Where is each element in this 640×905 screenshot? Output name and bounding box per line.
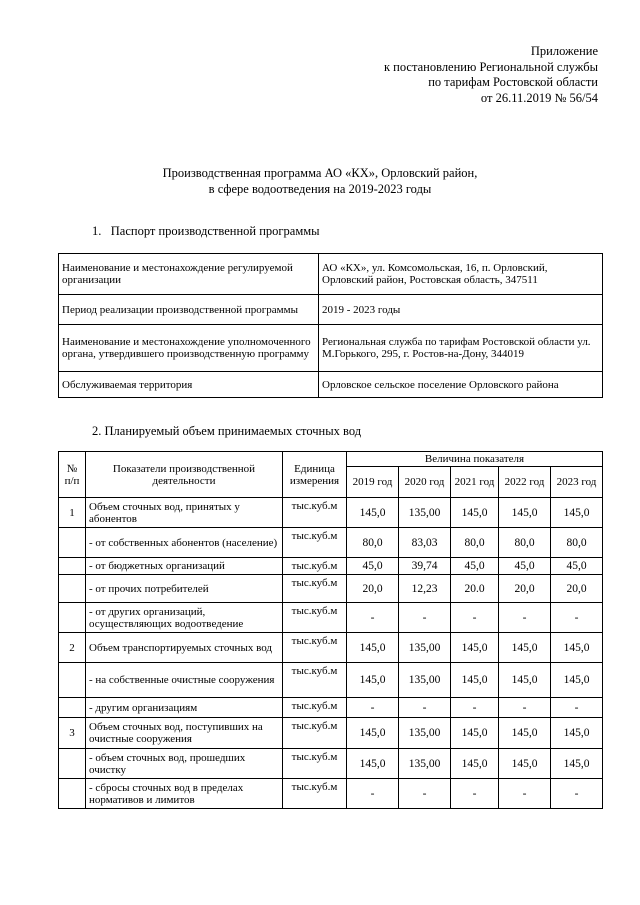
appendix-block [384, 44, 598, 106]
row-value: - [399, 779, 451, 809]
row-indicator: - другим организациям [86, 698, 283, 718]
row-value: 145,0 [347, 718, 399, 749]
row-value: - [451, 779, 499, 809]
row-value: 20.0 [451, 575, 499, 603]
row-unit: тыс.куб.м [283, 575, 347, 603]
row-num [59, 779, 86, 809]
row-indicator: - от бюджетных организаций [86, 558, 283, 575]
passport-label: Наименование и местонахождение регулируемой организации [59, 254, 319, 295]
row-value: 145,0 [499, 633, 551, 663]
row-unit: тыс.куб.м [283, 528, 347, 558]
table-row [59, 528, 603, 558]
row-unit: тыс.куб.м [283, 633, 347, 663]
document-title [0, 165, 640, 197]
row-value: 145,0 [499, 718, 551, 749]
row-value: 145,0 [499, 749, 551, 779]
appendix-line: Приложение [530, 44, 598, 58]
header-year: 2020 год [399, 467, 451, 498]
header-year: 2023 год [551, 467, 603, 498]
section2-heading: 2. Планируемый объем принимаемых сточных вод [92, 424, 362, 438]
passport-value: Региональная служба по тарифам Ростовской области ул. М.Горького, 295, г. Ростов-на-Дону, 344019 [319, 325, 603, 372]
row-num: 1 [59, 498, 86, 528]
passport-value: Орловское сельское поселение Орловского района [319, 372, 603, 398]
title-line: Производственная программа АО «КХ», Орловский район, [162, 166, 478, 180]
volume-table [58, 451, 603, 809]
header-year: 2019 год [347, 467, 399, 498]
title-line: в сфере водоотведения на 2019-2023 годы [208, 182, 432, 196]
row-value: 80,0 [347, 528, 399, 558]
row-value: 145,0 [347, 498, 399, 528]
row-value: 45,0 [451, 558, 499, 575]
table-row [59, 603, 603, 633]
row-value: 80,0 [451, 528, 499, 558]
table-row [59, 718, 603, 749]
table-row [59, 663, 603, 698]
row-value: - [551, 603, 603, 633]
header-indicator: Показатели производственной деятельности [86, 452, 283, 498]
row-indicator: Объем сточных вод, поступивших на очистные сооружения [86, 718, 283, 749]
row-unit: тыс.куб.м [283, 718, 347, 749]
row-value: 12,23 [399, 575, 451, 603]
row-indicator: - от прочих потребителей [86, 575, 283, 603]
row-value: 45,0 [551, 558, 603, 575]
row-indicator: - объем сточных вод, прошедших очистку [86, 749, 283, 779]
row-num [59, 663, 86, 698]
row-num [59, 528, 86, 558]
row-indicator: Объем транспортируемых сточных вод [86, 633, 283, 663]
row-unit: тыс.куб.м [283, 558, 347, 575]
table-row [59, 633, 603, 663]
row-unit: тыс.куб.м [283, 663, 347, 698]
header-unit: Единица измерения [283, 452, 347, 498]
row-value: 145,0 [347, 663, 399, 698]
row-value: 145,0 [499, 498, 551, 528]
row-value: - [399, 603, 451, 633]
row-num [59, 698, 86, 718]
passport-value: 2019 - 2023 годы [319, 295, 603, 325]
appendix-line: к постановлению Региональной службы [383, 59, 598, 74]
row-num [59, 603, 86, 633]
table-row [59, 575, 603, 603]
row-value: 135,00 [399, 633, 451, 663]
table-row [59, 558, 603, 575]
row-indicator: - сбросы сточных вод в пределах нормативов и лимитов [86, 779, 283, 809]
row-value: 45,0 [499, 558, 551, 575]
row-value: 135,00 [399, 749, 451, 779]
row-value: - [347, 779, 399, 809]
row-value: 145,0 [451, 749, 499, 779]
row-unit: тыс.куб.м [283, 779, 347, 809]
row-value: 135,00 [399, 663, 451, 698]
row-value: - [451, 698, 499, 718]
row-value: 145,0 [551, 633, 603, 663]
row-value: - [551, 779, 603, 809]
appendix-line: от 26.11.2019 № 56/54 [480, 90, 598, 105]
row-indicator: - от собственных абонентов (население) [86, 528, 283, 558]
row-value: 45,0 [347, 558, 399, 575]
row-num: 3 [59, 718, 86, 749]
row-indicator: - на собственные очистные сооружения [86, 663, 283, 698]
table-row [59, 749, 603, 779]
row-num [59, 558, 86, 575]
passport-row [59, 372, 603, 398]
row-value: 20,0 [551, 575, 603, 603]
row-value: - [499, 698, 551, 718]
row-unit: тыс.куб.м [283, 498, 347, 528]
row-value: 145,0 [347, 633, 399, 663]
passport-row [59, 295, 603, 325]
row-value: 20,0 [499, 575, 551, 603]
row-value: 80,0 [499, 528, 551, 558]
passport-label: Обслуживаемая территория [59, 372, 319, 398]
row-indicator: Объем сточных вод, принятых у абонентов [86, 498, 283, 528]
row-unit: тыс.куб.м [283, 749, 347, 779]
row-value: 145,0 [347, 749, 399, 779]
passport-row [59, 254, 603, 295]
table-row [59, 698, 603, 718]
header-year: 2022 год [499, 467, 551, 498]
row-num [59, 749, 86, 779]
passport-row [59, 325, 603, 372]
header-value-group: Величина показателя [347, 452, 603, 467]
row-unit: тыс.куб.м [283, 698, 347, 718]
row-value: - [451, 603, 499, 633]
row-value: 145,0 [551, 663, 603, 698]
row-value: 145,0 [451, 718, 499, 749]
passport-value: АО «КХ», ул. Комсомольская, 16, п. Орловский, Орловский район, Ростовская область, 347511 [319, 254, 603, 295]
row-indicator: - от других организаций, осуществляющих водоотведение [86, 603, 283, 633]
row-value: 145,0 [451, 498, 499, 528]
row-value: - [347, 698, 399, 718]
row-value: 145,0 [451, 663, 499, 698]
row-value: - [347, 603, 399, 633]
row-value: - [551, 698, 603, 718]
table-row [59, 779, 603, 809]
appendix-line: по тарифам Ростовской области [428, 75, 598, 89]
row-unit: тыс.куб.м [283, 603, 347, 633]
row-value: 83,03 [399, 528, 451, 558]
row-value: 145,0 [499, 663, 551, 698]
table-row [59, 498, 603, 528]
row-value: 145,0 [451, 633, 499, 663]
row-num [59, 575, 86, 603]
row-value: - [499, 603, 551, 633]
row-value: 135,00 [399, 718, 451, 749]
section1-heading: 1. Паспорт производственной программы [92, 224, 320, 238]
row-value: 80,0 [551, 528, 603, 558]
row-value: - [399, 698, 451, 718]
passport-label: Период реализации производственной программы [59, 295, 319, 325]
row-num: 2 [59, 633, 86, 663]
row-value: 135,00 [399, 498, 451, 528]
row-value: - [499, 779, 551, 809]
row-value: 145,0 [551, 498, 603, 528]
header-year: 2021 год [451, 467, 499, 498]
passport-label: Наименование и местонахождение уполномоченного органа, утвердившего производственную программу [59, 325, 319, 372]
row-value: 39,74 [399, 558, 451, 575]
row-value: 20,0 [347, 575, 399, 603]
header-num: № п/п [59, 452, 86, 498]
row-value: 145,0 [551, 718, 603, 749]
passport-table [58, 253, 603, 398]
row-value: 145,0 [551, 749, 603, 779]
